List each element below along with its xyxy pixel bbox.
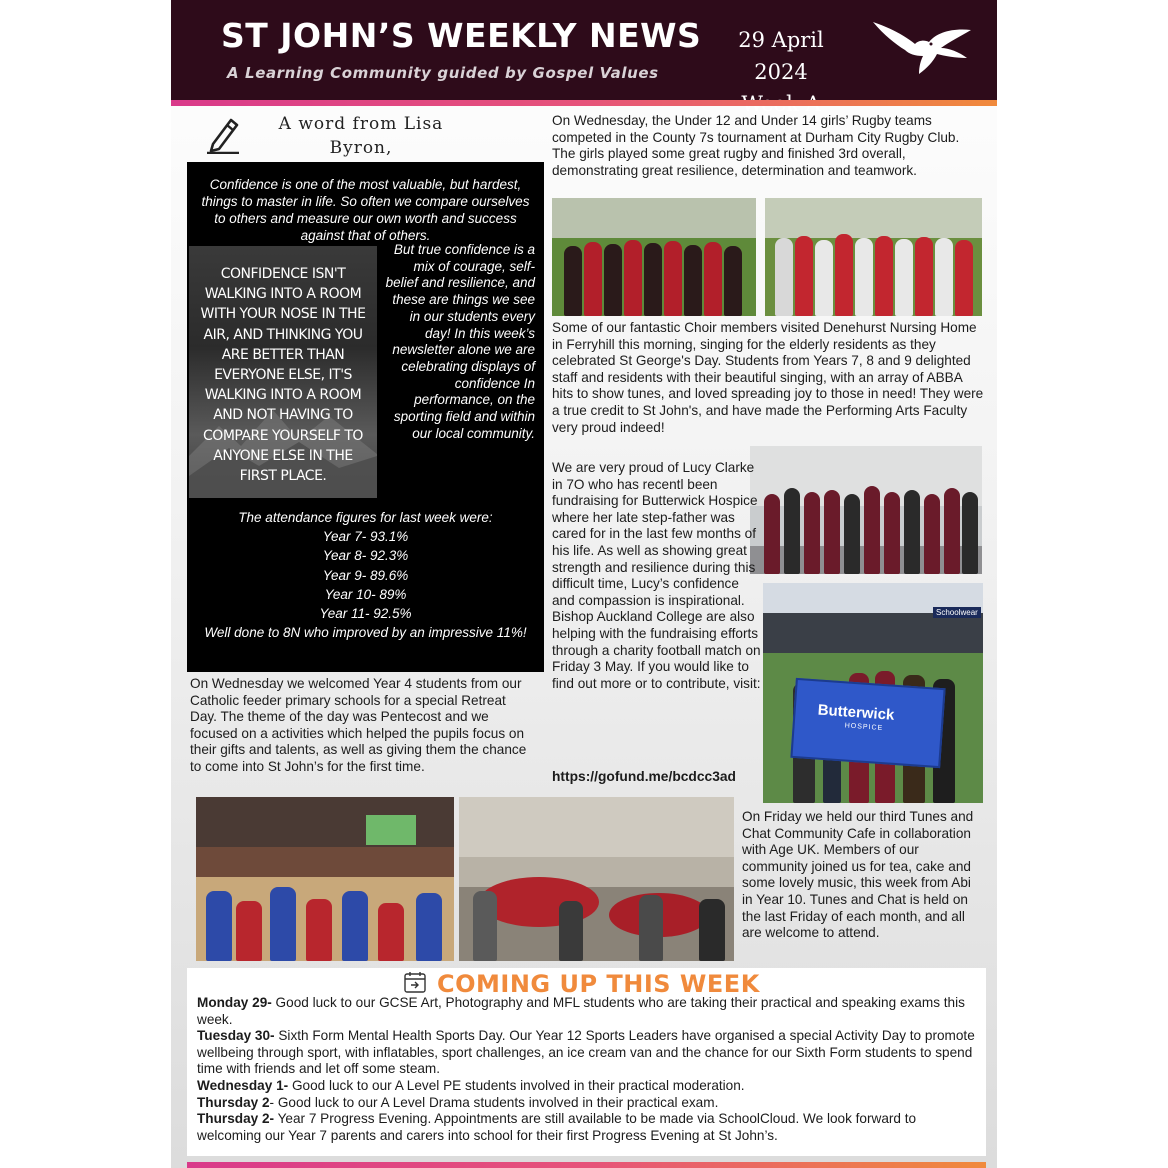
coming-up-panel [187,968,986,1156]
event-text: - Good luck to our A Level Drama students involved in their practical exam. [269,1094,719,1110]
headteacher-intro: Confidence is one of the most valuable, but hardest, things to master in life. So often we compare ourselves to others and measure our own worth and success against that of others. [201,177,530,243]
event-day: Thursday 2- [197,1111,275,1127]
calendar-icon [403,970,427,994]
event-day: Wednesday 1- [197,1077,289,1093]
newsletter-tagline: A Learning Community guided by Gospel Values [227,64,659,82]
confidence-quote-card [189,246,377,498]
newsletter-page [171,0,997,1168]
headteacher-side-text: But true confidence is a mix of courage, self-belief and resilience, and these are things we see in our students every day! In this week’s newsletter alone we are celebrating displays of confidence In performance, on the sporting field and within our local community. [385,242,535,441]
event-day: Tuesday 30- [197,1028,275,1044]
headteacher-message-box [187,162,544,672]
event-item [197,1078,979,1095]
newsletter-title: ST JOHN’S WEEKLY NEWS [221,16,702,55]
issue-date: 29 April 2024 [738,28,824,84]
community-cafe-article: On Friday we held our third Tunes and Chat Community Cafe in collaboration with Age UK. Members of our community joined us for tea, cake and some lovely music, this week from Abi in Year 10. Tunes and Chat is held on the last Friday of each month, and all are welcome to attend. [742,809,974,941]
confidence-quote: CONFIDENCE ISN'T WALKING INTO A ROOM WITH YOUR NOSE IN THE AIR, AND THINKING YOU ARE BETTER THAN EVERYONE ELSE, IT'S WALKING INTO A ROOM AND NOT HAVING TO COMPARE YOURSELF TO ANYONE ELSE IN THE FIRST PLACE. [200,266,366,485]
rugby-u14-team-photo [765,198,982,316]
attendance-year11: Year 11- 92.5% [319,606,412,622]
event-text: Good luck to our A Level PE students involved in their practical moderation. [288,1077,745,1093]
gofundme-link[interactable]: https://gofund.me/bcdcc3ad [552,769,736,784]
event-item [197,1028,979,1078]
rugby-u12-team-photo [552,198,756,316]
hospice-banner-subtext: HOSPICE [844,722,884,733]
coming-up-title: COMING UP THIS WEEK [437,970,760,998]
attendance-year8: Year 8- 92.3% [322,548,409,564]
pencil-icon [205,114,241,154]
butterwick-hospice-photo [763,583,983,803]
event-item [197,1111,979,1144]
hospice-banner-text: Butterwick [817,701,895,724]
attendance-year9: Year 9- 89.6% [322,567,409,583]
hospice-banner [790,678,945,768]
eagle-icon [871,18,973,76]
attendance-intro: The attendance figures for last week were: [238,510,493,525]
choir-article: Some of our fantastic Choir members visited Denehurst Nursing Home in Ferryhill this morning, singing for the elderly residents as they celebrated St George's Day. Students from Years 7, 8 and 9 delighted staff and residents with their beautiful singing, with an array of ABBA hits to show tunes, and loved spreading joy to those in need! They were a true credit to St John's, and have made the Performing Arts Faculty very proud indeed! [552,320,984,435]
retreat-day-hall-photo [196,797,454,961]
event-day: Monday 29- [197,995,272,1010]
community-cafe-photo [459,797,734,961]
headteacher-heading-line1: A word from Lisa Byron, [278,114,444,158]
attendance-outro: Well done to 8N who improved by an impressive 11%! [204,625,527,641]
attendance-year10: Year 10- 89% [324,586,407,602]
events-list [197,995,979,1144]
stadium-sign: Schoolwear [933,607,981,618]
lucy-fundraising-article: We are very proud of Lucy Clarke in 7O who has recentl been fundraising for Butterwick Hospice where her late step-father was cared for in the last few months of his life. As well as showing great strength and resilience during this difficult time, Lucy’s confidence and compassion is inspirational. Bishop Auckland College are also helping with the fundraising efforts through a charity football match on Friday 3 May. If you would like to find out more or to contribute, visit: [552,460,761,691]
event-item [197,1095,979,1112]
masthead-stripe [171,100,997,106]
footer-stripe [187,1162,986,1168]
retreat-day-article: On Wednesday we welcomed Year 4 students from our Catholic feeder primary schools for a special Retreat Day. The theme of the day was Pentecost and we focused on a activities which helped the pupils focus on their gifts and talents, as well as giving them the chance to come into St John’s for the first time. [190,676,527,774]
event-text: Sixth Form Mental Health Sports Day. Our Year 12 Sports Leaders have organised a special Activity Day to promote wellbeing through sport, with inflatables, sport challenges, an ice cream van and the chance for our Sixth Form students to spend time with friends and let off some steam. [197,1028,975,1077]
event-day: Thursday 2 [197,1094,270,1110]
event-item [197,995,979,1028]
choir-photo [750,446,982,574]
attendance-block [193,508,538,642]
event-text: Good luck to our GCSE Art, Photography and MFL students who are taking their practical and speaking exams this week. [197,995,965,1027]
attendance-year7: Year 7- 93.1% [322,529,409,545]
masthead [171,0,997,100]
rugby-article: On Wednesday, the Under 12 and Under 14 girls’ Rugby teams competed in the County 7s tournament at Durham City Rugby Club. The girls played some great rugby and finished 3rd overall, demonstrating great resilience, determination and teamwork. [552,113,960,178]
event-text: Year 7 Progress Evening. Appointments are still available to be made via SchoolCloud. We look forward to welcoming our Year 7 parents and carers into school for their first Progress Evening at St John’s. [197,1111,917,1143]
